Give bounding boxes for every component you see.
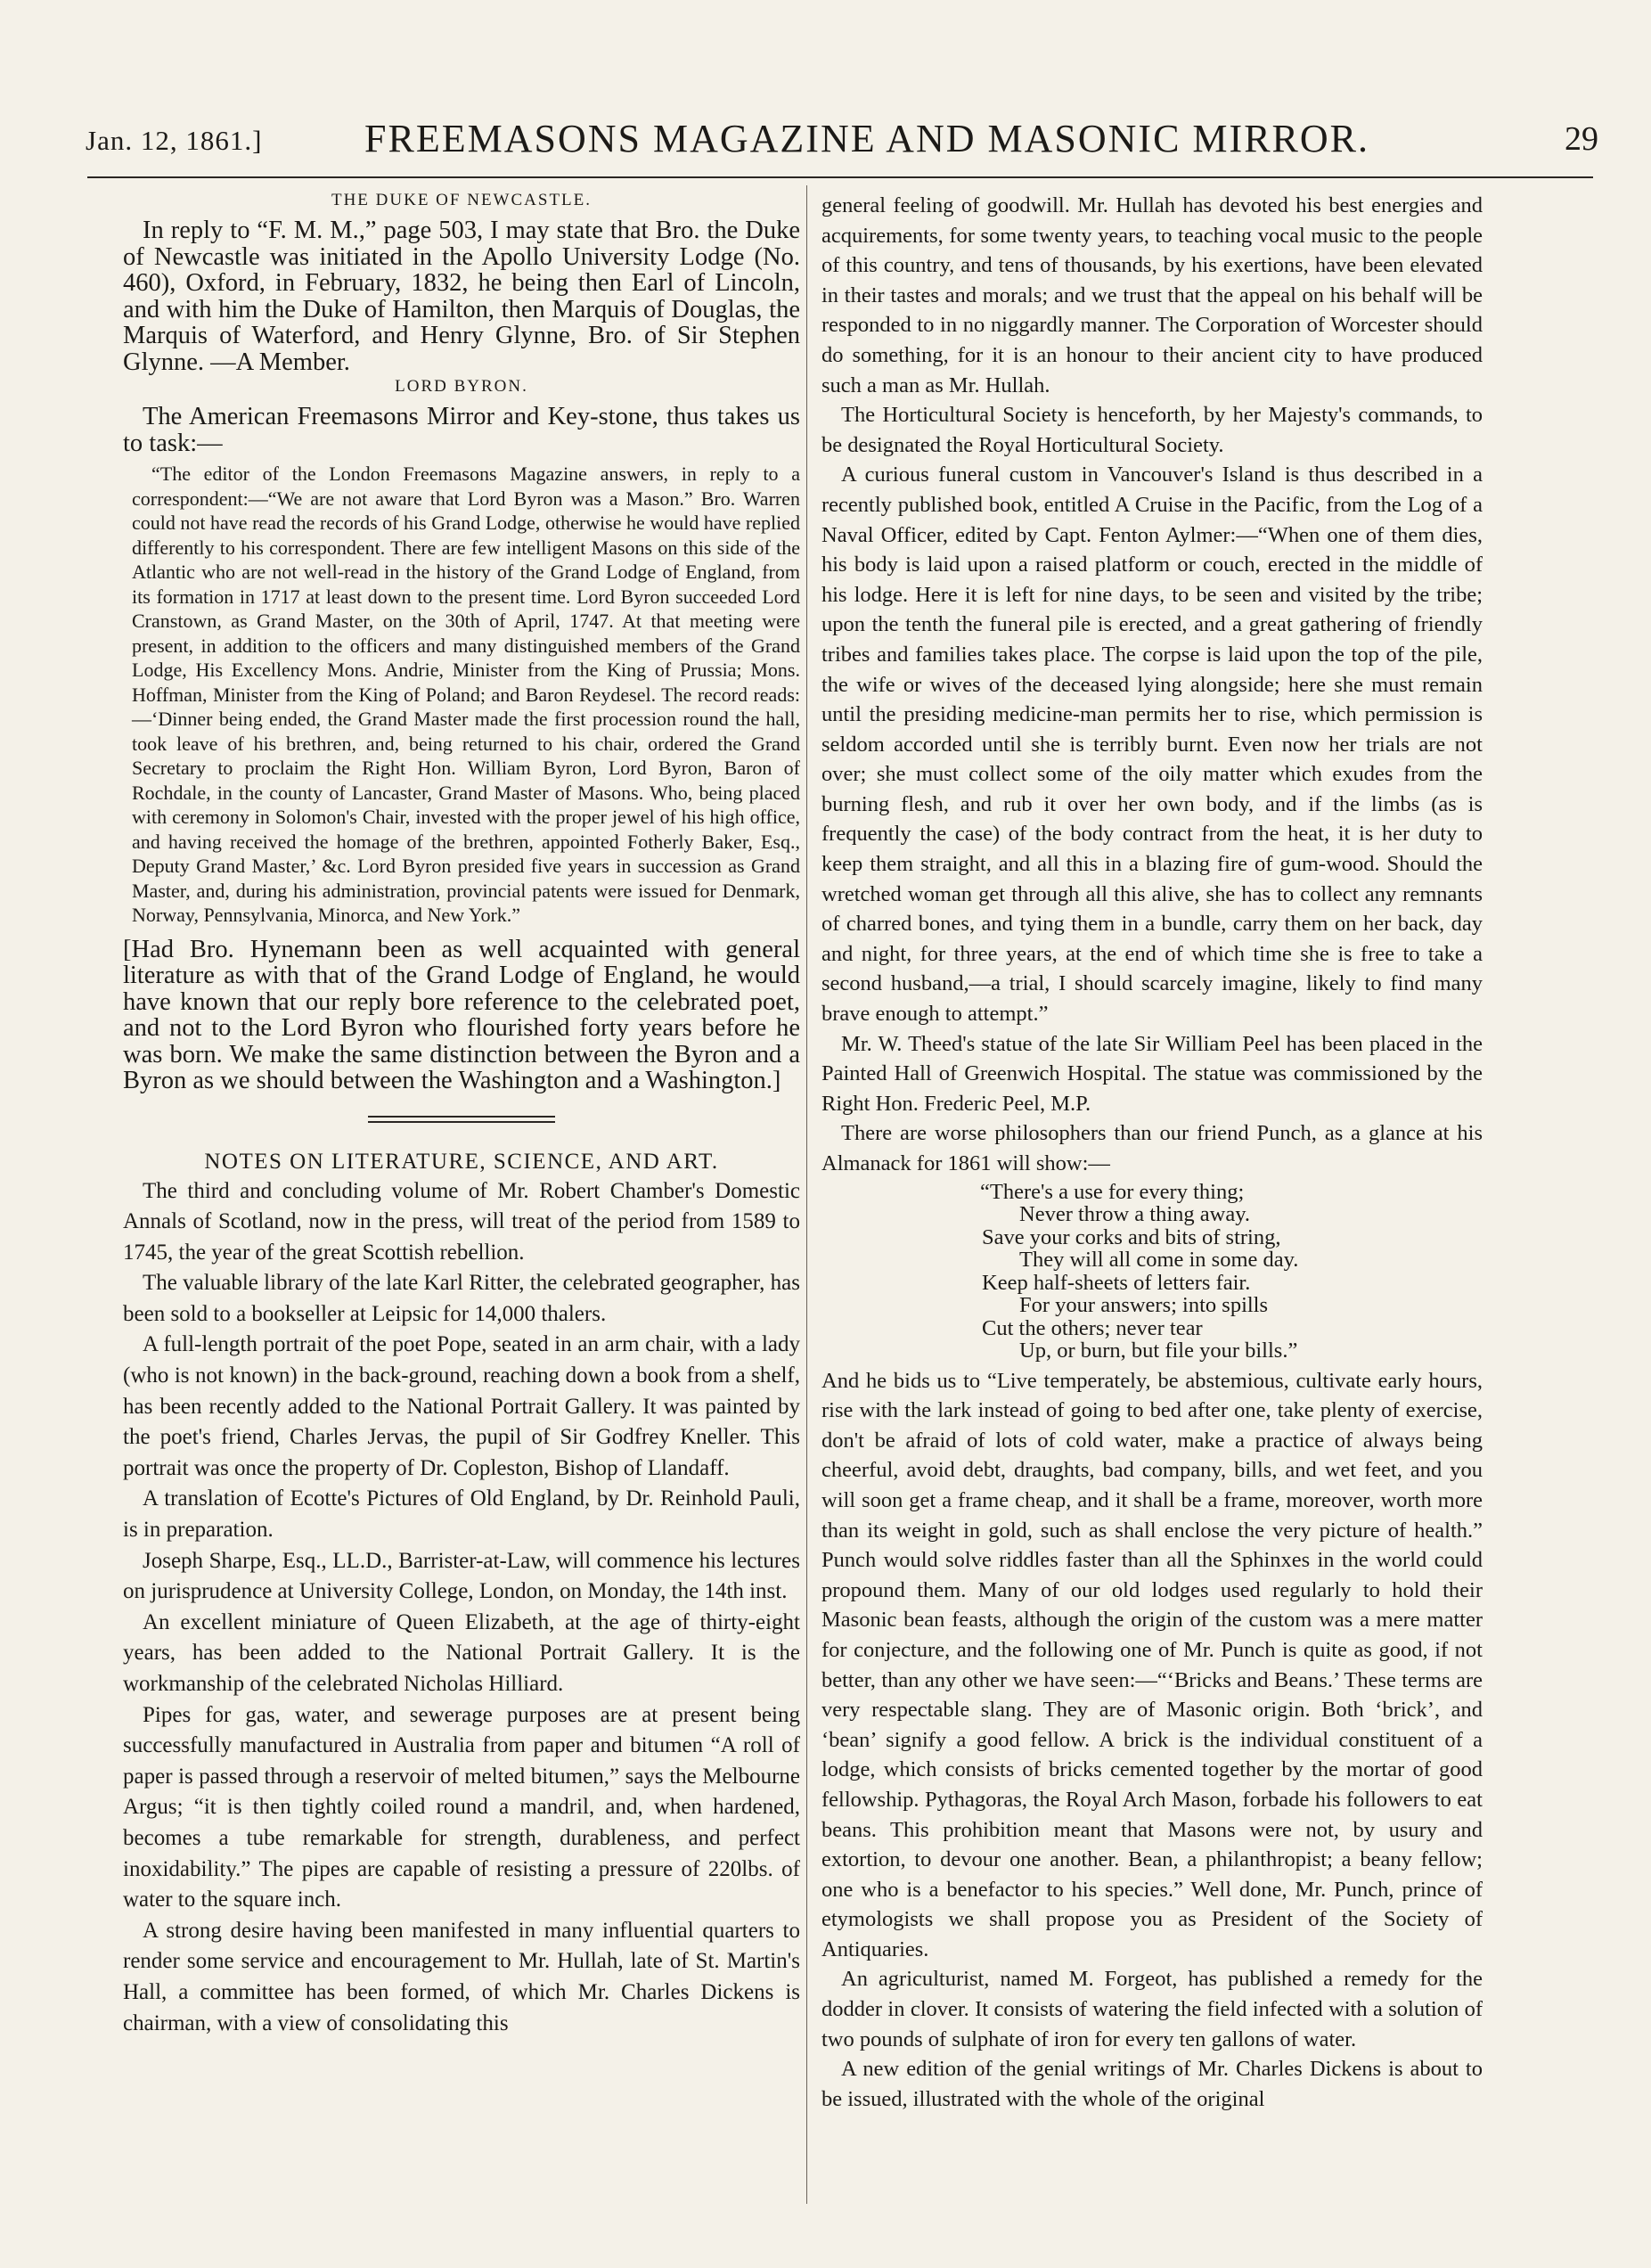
poem-line: Save your corks and bits of string, (982, 1224, 1281, 1249)
right-paragraph: And he bids us to “Live temperately, be abstemious, cultivate early hours, rise with the lark instead of going to bed after one, take plenty of exercise, don't be afraid of lots of cold water, make a practice of always being cheerful, avoid debt, draughts, bad company, bills, and wet feet, and you will soon get a frame cheap, and it shall be a frame, moreover, worth more than its weight in gold, such as shall enclose the very picture of health.” Punch would solve riddles faster than all the Sphinxes in the world could propound them. Many of our old lodges used regularly to hold their Masonic bean feasts, although the origin of the custom was a mere matter for conjecture, and the following one of Mr. Punch is quite as good, if not better, than any other we have seen:—“‘Bricks and Beans.’ These terms are very respectable slang. They are of Masonic origin. Both ‘brick’, and ‘bean’ signify a good fellow. A brick is the individual constituent of a lodge, which consists of bricks cemented together by the mortar of good fellowship. Pythagoras, the Royal Arch Mason, forbade his followers to eat beans. This prohibition meant that Masons were not, by usury and extortion, to devour one another. Bean, a philanthropist; a beany fellow; one who is a benefactor to his species.” Well done, Mr. Punch, prince of etymologists we shall propose you as President of the Society of Antiquaries. (821, 1368, 1483, 1961)
duke-body: In reply to “F. M. M.,” page 503, I may state that Bro. the Duke of Newcastle was initiated in the Apollo University Lodge (No. 460), Oxford, in February, 1832, he being then Earl of Lincoln, and with him the Duke of Hamilton, then Marquis of Douglas, the Marquis of Waterford, and Henry Glynne, Bro. of Sir Stephen Glynne. —A Member. (123, 217, 800, 376)
right-paragraph: There are worse philosophers than our friend Punch, as a glance at his Almanack for 1861 will show:— (821, 1121, 1483, 1175)
byron-reply: [Had Bro. Hynemann been as well acquainted with general literature as with that of the Grand Lodge of England, he would have known that our reply bore reference to the celebrated poet, and not to the Lord Byron who flourished forty years before he was born. We make the same distinction between the Byron and a Byron as we should between the Washington and a Washington.] (123, 935, 800, 1094)
duke-heading: THE DUKE OF NEWCASTLE. (331, 191, 593, 209)
column-divider (806, 185, 807, 2204)
right-paragraph: The Horticultural Society is henceforth, by her Majesty's commands, to be designated the Royal Horticultural Society. (821, 403, 1483, 457)
right-paragraph: general feeling of goodwill. Mr. Hullah has devoted his best energies and acquirements, for some twenty years, to teaching vocal music to the people of this country, and tens of thousands, by his exertions, have been elevated in their tastes and morals; and we trust that the appeal on his behalf will be responded to in no niggardly manner. The Corporation of Worcester should do something, for it is an honour to their ancient city to have produced such a man as Mr. Hullah. (821, 193, 1483, 397)
notes-paragraph: The valuable library of the late Karl Ritter, the celebrated geographer, has been sold to a bookseller at Leipsic for 14,000 thalers. (123, 1271, 800, 1326)
poem-line: Keep half-sheets of letters fair. (982, 1270, 1251, 1295)
section-divider (368, 1116, 555, 1123)
poem-line: For your answers; into spills (1019, 1293, 1269, 1318)
page-number: 29 (1565, 120, 1598, 158)
notes-paragraph: The third and concluding volume of Mr. Robert Chamber's Domestic Annals of Scotland, now in the press, will treat of the period from 1589 to 1745, the year of the great Scottish rebellion. (123, 1178, 800, 1265)
byron-quote: “The editor of the London Freemasons Magazine answers, in reply to a correspondent:—“We are not aware that Lord Byron was a Mason.” Bro. Warren could not have read the records of his Grand Lodge, otherwise he would have replied differently to his correspondent. There are few intelligent Masons on this side of the Atlantic who are not well-read in the history of the Grand Lodge of England, from its formation in 1717 at least down to the present time. Lord Byron succeeded Lord Cranstown, as Grand Master, on the 30th of April, 1747. At that meeting were present, in addition to the officers and many distinguished members of the Grand Lodge, His Excellency Mons. Andrie, Minister from the King of Prussia; Mons. Hoffman, Minister from the King of Poland; and Baron Reydesel. The record reads:—‘Dinner being ended, the Grand Master made the first procession round the hall, took leave of his brethren, and, being returned to his chair, ordered the Grand Secretary to proclaim the Right Hon. William Byron, Lord Byron, Baron of Rochdale, in the county of Lancaster, Grand Master of Masons. Who, being placed with ceremony in Solomon's Chair, invested with the proper jewel of his high office, and having received the homage of the brethren, appointed Fotherly Baker, Esq., Deputy Grand Master,’ &c. Lord Byron presided five years in succession as Grand Master, and, during his administration, provincial patents were issued for Denmark, Norway, Pennsylvania, Minorca, and New York.” (132, 463, 800, 926)
right-paragraph: A new edition of the genial writings of Mr. Charles Dickens is about to be issued, illustrated with the whole of the original (821, 2057, 1483, 2111)
poem-line: Up, or burn, but file your bills.” (1019, 1339, 1298, 1363)
right-paragraph: A curious funeral custom in Vancouver's Island is thus described in a recently published book, entitled A Cruise in the Pacific, from the Log of a Naval Officer, edited by Capt. Fenton Aylmer:—“When one of them dies, his body is laid upon a raised platform or couch, erected in the middle of his lodge. Here it is left for nine days, to be seen and visited by the tribe; upon the tenth the funeral pile is erected, and a great gathering of friendly tribes and families takes place. The corpse is laid upon the top of the pile, the wife or wives of the deceased lying alongside; here she must remain until the presiding medicine-man permits her to rise, which permission is seldom accorded until she is terribly burnt. Even now her trials are not over; she must collect some of the oily matter which exudes from the burning flesh, and rub it over her own body, and if the limbs (as is frequently the case) of the body contract from the heat, it is her duty to keep them straight, and all this in a blazing fire of gum-wood. Should the wretched woman get through all this alive, she has to collect any remnants of charred bones, and tying them in a bundle, carry them on her back, day and night, for three years, at the end of which time she is free to take a second husband,—a trial, I should scarcely imagine, likely to find many brave enough to attempt.” (821, 463, 1483, 1027)
poem-line: Cut the others; never tear (982, 1315, 1203, 1340)
right-paragraph: An agriculturist, named M. Forgeot, has published a remedy for the dodder in clover. It consists of watering the field infected with a solution of two pounds of sulphate of iron for every ten gallons of water. (821, 1967, 1483, 2051)
notes-paragraph: A translation of Ecotte's Pictures of Old England, by Dr. Reinhold Pauli, is in preparation. (123, 1486, 800, 1543)
byron-intro: The American Freemasons Mirror and Key-stone, thus takes us to task:— (123, 403, 800, 457)
notes-list (123, 1176, 800, 2040)
notes-paragraph: Pipes for gas, water, and sewerage purposes are at present being successfully manufactured in Australia from paper and bitumen “A roll of paper is passed through a reservoir of melted bitumen,” says the Melbourne Argus; “it is then tightly coiled round a mandril, and, when hardened, becomes a tube remarkable for strength, durableness, and perfect inoxidability.” The pipes are capable of resisting a pressure of 220lbs. of water to the square inch. (123, 1702, 800, 1912)
notes-paragraph: A full-length portrait of the poet Pope, seated in an arm chair, with a lady (who is not known) in the back-ground, reaching down a book from a shelf, has been recently added to the National Portrait Gallery. It was painted by the poet's friend, Charles Jervas, the pupil of Sir Godfrey Kneller. This portrait was once the property of Dr. Copleston, Bishop of Llandaff. (123, 1332, 800, 1480)
right-column (821, 191, 1483, 2205)
notes-paragraph: An excellent miniature of Queen Elizabeth, at the age of thirty-eight years, has been added to the National Portrait Gallery. It is the workmanship of the celebrated Nicholas Hilliard. (123, 1609, 800, 1696)
poem-line: They will all come in some day. (1019, 1248, 1299, 1273)
notes-heading: NOTES ON LITERATURE, SCIENCE, AND ART. (204, 1149, 719, 1174)
issue-date: Jan. 12, 1861.] (86, 125, 263, 156)
page-header (86, 112, 1598, 162)
right-paragraph: Mr. W. Theed's statue of the late Sir William Peel has been placed in the Painted Hall of Greenwich Hospital. The statue was commissioned by the Right Hon. Frederic Peel, M.P. (821, 1031, 1483, 1116)
poem-line: Never throw a thing away. (1019, 1202, 1250, 1227)
notes-paragraph: A strong desire having been manifested in many influential quarters to render some service and encouragement to Mr. Hullah, late of St. Martin's Hall, a committee has been formed, of which Mr. Charles Dickens is chairman, with a view of consolidating this (123, 1918, 800, 2035)
notes-paragraph: Joseph Sharpe, Esq., LL.D., Barrister-at-Law, will commence his lectures on jurisprudence at University College, London, on Monday, the 14th inst. (123, 1548, 800, 1604)
byron-heading: LORD BYRON. (395, 377, 528, 396)
left-column (123, 191, 800, 2205)
poem-line: “There's a use for every thing; (980, 1179, 1245, 1204)
magazine-title: FREEMASONS MAGAZINE AND MASONIC MIRROR. (364, 117, 1370, 160)
punch-poem (821, 1181, 1483, 1363)
header-rule (87, 176, 1593, 178)
